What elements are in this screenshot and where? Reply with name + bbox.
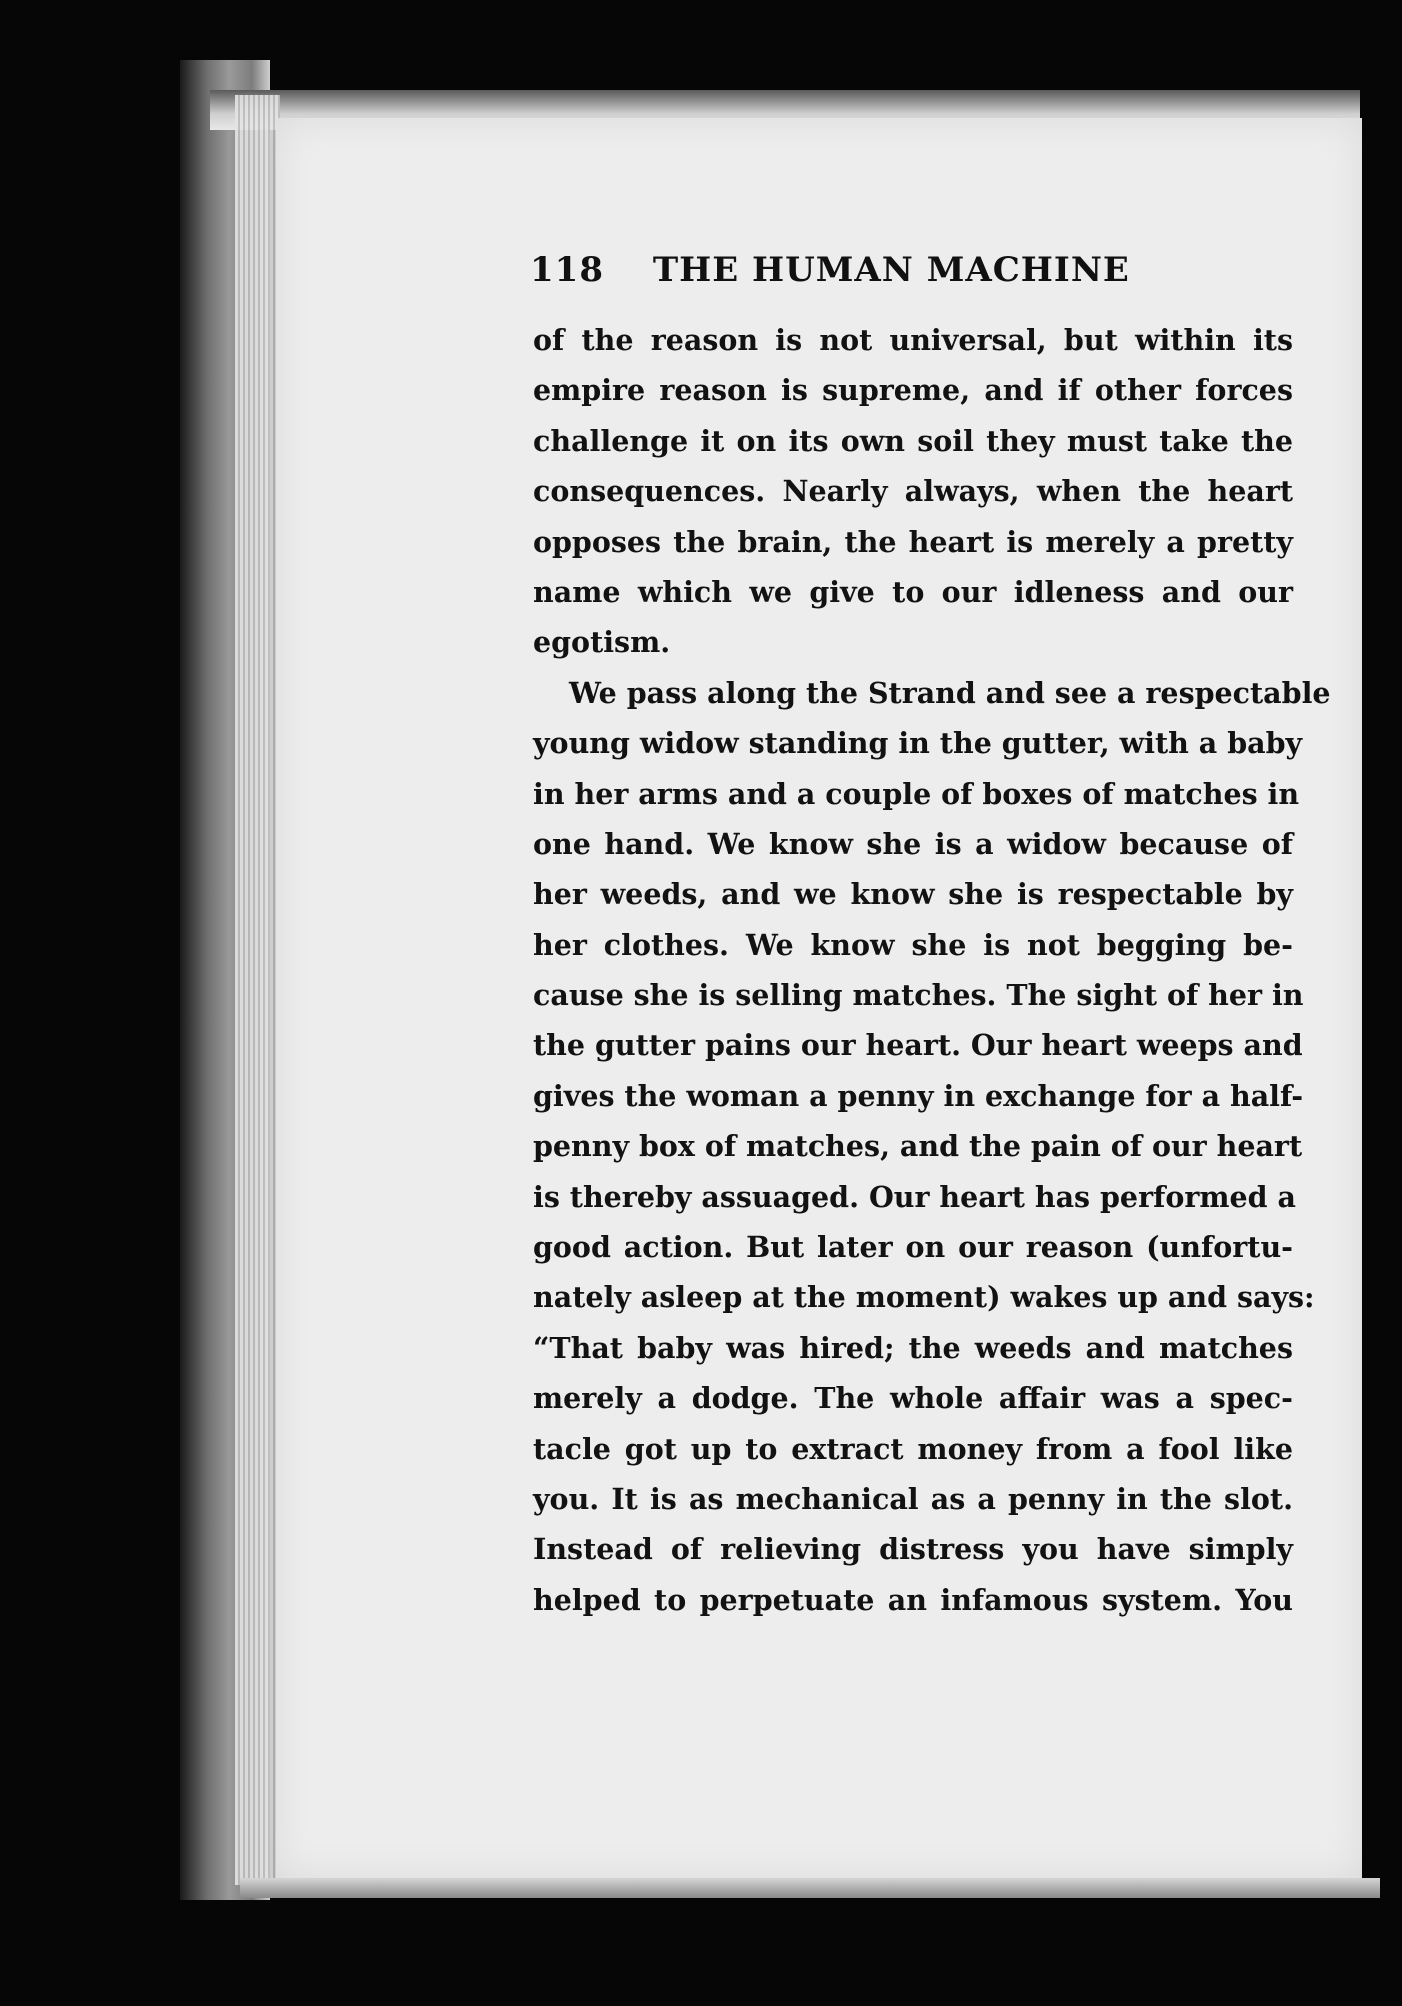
running-title: THE HUMAN MACHINE [652, 250, 1130, 290]
text-line: one hand. We know she is a widow because of [533, 826, 1293, 861]
text-line: challenge it on its own soil they must take the [533, 423, 1293, 458]
text-line: cause she is selling matches. The sight of her in [533, 978, 1304, 1013]
text-line: her weeds, and we know she is respectable by [533, 877, 1293, 912]
text-line: is thereby assuaged. Our heart has performed a [533, 1179, 1296, 1214]
text-line: We pass along the Strand and see a respectable [569, 675, 1331, 710]
text-line: nately asleep at the moment) wakes up and says: [533, 1280, 1315, 1315]
text-line: good action. But later on our reason (unfortu- [533, 1230, 1293, 1265]
text-line: in her arms and a couple of boxes of matches in [533, 776, 1300, 811]
text-line: her clothes. We know she is not begging be- [533, 927, 1293, 962]
text-line: empire reason is supreme, and if other forces [533, 373, 1293, 408]
text-line: you. It is as mechanical as a penny in the slot. [533, 1481, 1293, 1516]
text-line: gives the woman a penny in exchange for a half- [533, 1078, 1304, 1113]
text-line: the gutter pains our heart. Our heart weeps and [533, 1028, 1303, 1063]
text-line: name which we give to our idleness and our [533, 574, 1293, 609]
text-line: egotism. [533, 625, 671, 660]
text-line: consequences. Nearly always, when the heart [533, 474, 1293, 509]
text-line: young widow standing in the gutter, with a baby [533, 726, 1303, 761]
page-bottom-edge [240, 1878, 1380, 1898]
text-line: penny box of matches, and the pain of our heart [533, 1129, 1303, 1164]
text-line: Instead of relieving distress you have simply [533, 1532, 1293, 1567]
page-number: 118 [530, 250, 604, 290]
text-line: of the reason is not universal, but within its [533, 323, 1293, 357]
body-text [533, 315, 1331, 1625]
text-line: “That baby was hired; the weeds and matches [533, 1330, 1293, 1365]
text-line: merely a dodge. The whole affair was a spec- [533, 1381, 1293, 1416]
page-stack-edges [235, 95, 280, 1885]
text-line: tacle got up to extract money from a fool like [533, 1431, 1293, 1466]
text-line: opposes the brain, the heart is merely a pretty [533, 524, 1293, 559]
text-line: helped to perpetuate an infamous system. You [533, 1582, 1293, 1617]
running-head [530, 250, 1150, 300]
